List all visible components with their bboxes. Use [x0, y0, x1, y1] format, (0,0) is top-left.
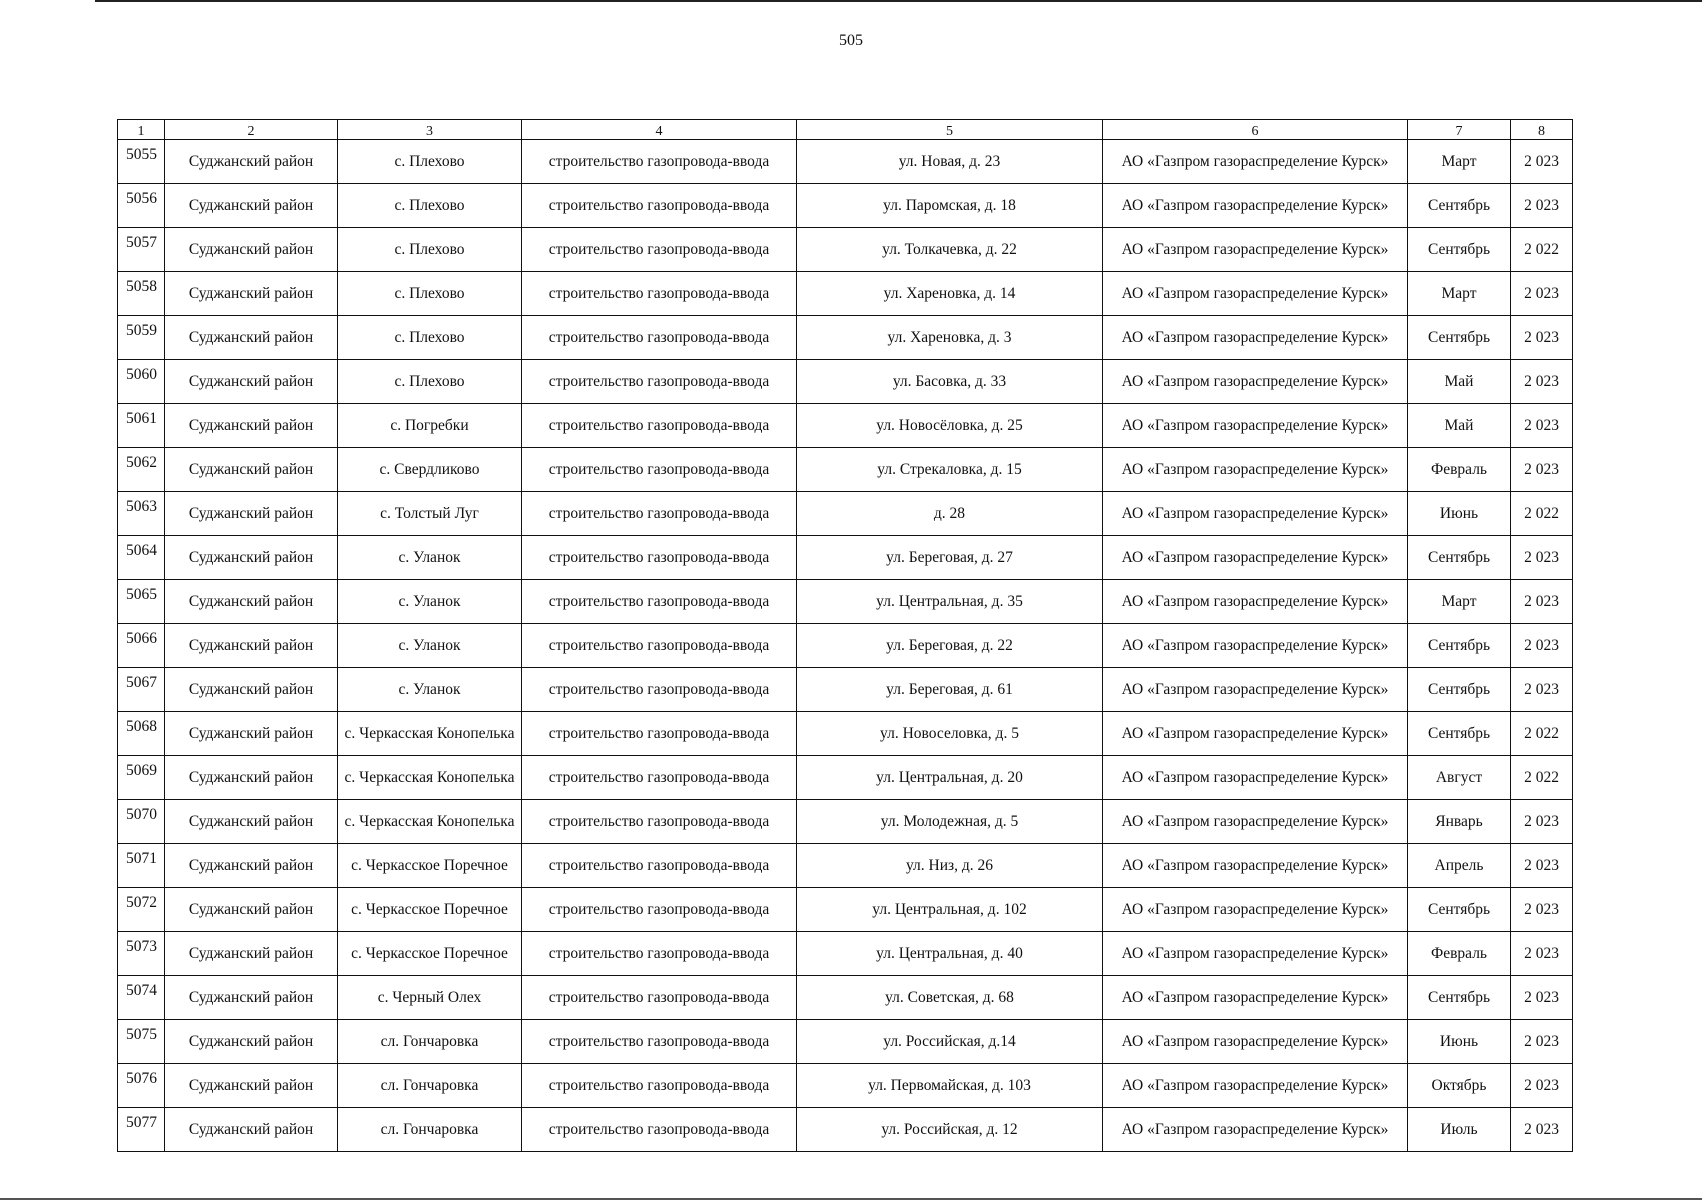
organization-cell: АО «Газпром газораспределение Курск» — [1103, 1108, 1408, 1152]
row-number-cell: 5077 — [118, 1108, 165, 1152]
organization-cell: АО «Газпром газораспределение Курск» — [1103, 272, 1408, 316]
settlement-cell: с. Свердликово — [338, 448, 522, 492]
settlement-cell: с. Плехово — [338, 228, 522, 272]
work-type-cell: строительство газопровода-ввода — [522, 1064, 797, 1108]
settlement-cell: с. Погребки — [338, 404, 522, 448]
column-header: 6 — [1103, 120, 1408, 140]
work-type-cell: строительство газопровода-ввода — [522, 800, 797, 844]
organization-cell: АО «Газпром газораспределение Курск» — [1103, 228, 1408, 272]
month-cell: Февраль — [1408, 932, 1511, 976]
row-number-cell: 5056 — [118, 184, 165, 228]
work-type-cell: строительство газопровода-ввода — [522, 492, 797, 536]
row-number-cell: 5062 — [118, 448, 165, 492]
table-header-row — [118, 120, 1573, 140]
month-cell: Июнь — [1408, 492, 1511, 536]
row-number-cell: 5066 — [118, 624, 165, 668]
month-cell: Сентябрь — [1408, 184, 1511, 228]
table-row — [118, 800, 1573, 844]
work-type-cell: строительство газопровода-ввода — [522, 448, 797, 492]
work-type-cell: строительство газопровода-ввода — [522, 932, 797, 976]
row-number-cell: 5063 — [118, 492, 165, 536]
month-cell: Сентябрь — [1408, 668, 1511, 712]
district-cell: Суджанский район — [165, 184, 338, 228]
year-cell: 2 023 — [1511, 888, 1573, 932]
year-cell: 2 023 — [1511, 360, 1573, 404]
settlement-cell: с. Черкасское Поречное — [338, 844, 522, 888]
table-row — [118, 184, 1573, 228]
organization-cell: АО «Газпром газораспределение Курск» — [1103, 404, 1408, 448]
address-cell: ул. Новосёловка, д. 25 — [797, 404, 1103, 448]
work-type-cell: строительство газопровода-ввода — [522, 140, 797, 184]
work-type-cell: строительство газопровода-ввода — [522, 316, 797, 360]
month-cell: Октябрь — [1408, 1064, 1511, 1108]
column-header: 4 — [522, 120, 797, 140]
district-cell: Суджанский район — [165, 140, 338, 184]
settlement-cell: с. Уланок — [338, 536, 522, 580]
column-header: 3 — [338, 120, 522, 140]
address-cell: ул. Стрекаловка, д. 15 — [797, 448, 1103, 492]
address-cell: ул. Толкачевка, д. 22 — [797, 228, 1103, 272]
settlement-cell: сл. Гончаровка — [338, 1064, 522, 1108]
row-number-cell: 5070 — [118, 800, 165, 844]
settlement-cell: с. Плехово — [338, 360, 522, 404]
year-cell: 2 022 — [1511, 756, 1573, 800]
page-number: 505 — [839, 32, 863, 49]
work-type-cell: строительство газопровода-ввода — [522, 888, 797, 932]
table-row — [118, 492, 1573, 536]
table-row — [118, 140, 1573, 184]
row-number-cell: 5068 — [118, 712, 165, 756]
settlement-cell: с. Черкасское Поречное — [338, 932, 522, 976]
year-cell: 2 022 — [1511, 712, 1573, 756]
organization-cell: АО «Газпром газораспределение Курск» — [1103, 668, 1408, 712]
year-cell: 2 023 — [1511, 184, 1573, 228]
year-cell: 2 023 — [1511, 1064, 1573, 1108]
row-number-cell: 5061 — [118, 404, 165, 448]
organization-cell: АО «Газпром газораспределение Курск» — [1103, 536, 1408, 580]
year-cell: 2 023 — [1511, 1108, 1573, 1152]
district-cell: Суджанский район — [165, 1064, 338, 1108]
address-cell: ул. Центральная, д. 102 — [797, 888, 1103, 932]
settlement-cell: сл. Гончаровка — [338, 1020, 522, 1064]
address-cell: д. 28 — [797, 492, 1103, 536]
settlement-cell: с. Уланок — [338, 624, 522, 668]
column-header: 1 — [118, 120, 165, 140]
district-cell: Суджанский район — [165, 844, 338, 888]
address-cell: ул. Советская, д. 68 — [797, 976, 1103, 1020]
table-row — [118, 1020, 1573, 1064]
row-number-cell: 5057 — [118, 228, 165, 272]
district-cell: Суджанский район — [165, 756, 338, 800]
year-cell: 2 023 — [1511, 536, 1573, 580]
organization-cell: АО «Газпром газораспределение Курск» — [1103, 580, 1408, 624]
month-cell: Март — [1408, 140, 1511, 184]
settlement-cell: с. Уланок — [338, 668, 522, 712]
settlement-cell: с. Черкасская Конопелька — [338, 712, 522, 756]
table-body — [118, 140, 1573, 1152]
row-number-cell: 5075 — [118, 1020, 165, 1064]
month-cell: Сентябрь — [1408, 712, 1511, 756]
year-cell: 2 023 — [1511, 404, 1573, 448]
row-number-cell: 5069 — [118, 756, 165, 800]
organization-cell: АО «Газпром газораспределение Курск» — [1103, 448, 1408, 492]
row-number-cell: 5072 — [118, 888, 165, 932]
year-cell: 2 023 — [1511, 976, 1573, 1020]
address-cell: ул. Центральная, д. 35 — [797, 580, 1103, 624]
table-row — [118, 316, 1573, 360]
address-cell: ул. Центральная, д. 40 — [797, 932, 1103, 976]
address-cell: ул. Новоселовка, д. 5 — [797, 712, 1103, 756]
district-cell: Суджанский район — [165, 1108, 338, 1152]
month-cell: Июль — [1408, 1108, 1511, 1152]
work-type-cell: строительство газопровода-ввода — [522, 1020, 797, 1064]
month-cell: Сентябрь — [1408, 976, 1511, 1020]
district-cell: Суджанский район — [165, 360, 338, 404]
month-cell: Сентябрь — [1408, 228, 1511, 272]
address-cell: ул. Паромская, д. 18 — [797, 184, 1103, 228]
page-top-border — [95, 0, 1702, 2]
column-header: 5 — [797, 120, 1103, 140]
district-cell: Суджанский район — [165, 800, 338, 844]
row-number-cell: 5073 — [118, 932, 165, 976]
settlement-cell: с. Черкасское Поречное — [338, 888, 522, 932]
row-number-cell: 5060 — [118, 360, 165, 404]
row-number-cell: 5065 — [118, 580, 165, 624]
month-cell: Сентябрь — [1408, 536, 1511, 580]
district-cell: Суджанский район — [165, 580, 338, 624]
year-cell: 2 023 — [1511, 448, 1573, 492]
organization-cell: АО «Газпром газораспределение Курск» — [1103, 844, 1408, 888]
table-row — [118, 888, 1573, 932]
table-row — [118, 976, 1573, 1020]
organization-cell: АО «Газпром газораспределение Курск» — [1103, 800, 1408, 844]
month-cell: Сентябрь — [1408, 316, 1511, 360]
address-cell: ул. Российская, д. 12 — [797, 1108, 1103, 1152]
table-row — [118, 624, 1573, 668]
month-cell: Май — [1408, 360, 1511, 404]
organization-cell: АО «Газпром газораспределение Курск» — [1103, 932, 1408, 976]
organization-cell: АО «Газпром газораспределение Курск» — [1103, 492, 1408, 536]
table-row — [118, 932, 1573, 976]
row-number-cell: 5058 — [118, 272, 165, 316]
address-cell: ул. Береговая, д. 61 — [797, 668, 1103, 712]
work-type-cell: строительство газопровода-ввода — [522, 668, 797, 712]
table-row — [118, 580, 1573, 624]
year-cell: 2 022 — [1511, 492, 1573, 536]
row-number-cell: 5059 — [118, 316, 165, 360]
month-cell: Февраль — [1408, 448, 1511, 492]
district-cell: Суджанский район — [165, 668, 338, 712]
organization-cell: АО «Газпром газораспределение Курск» — [1103, 888, 1408, 932]
district-cell: Суджанский район — [165, 536, 338, 580]
table-row — [118, 844, 1573, 888]
gasification-table — [117, 119, 1573, 1152]
work-type-cell: строительство газопровода-ввода — [522, 536, 797, 580]
column-header: 2 — [165, 120, 338, 140]
row-number-cell: 5064 — [118, 536, 165, 580]
address-cell: ул. Низ, д. 26 — [797, 844, 1103, 888]
settlement-cell: с. Черкасская Конопелька — [338, 800, 522, 844]
table-row — [118, 228, 1573, 272]
settlement-cell: сл. Гончаровка — [338, 1108, 522, 1152]
year-cell: 2 023 — [1511, 580, 1573, 624]
work-type-cell: строительство газопровода-ввода — [522, 976, 797, 1020]
table-row — [118, 668, 1573, 712]
settlement-cell: с. Уланок — [338, 580, 522, 624]
work-type-cell: строительство газопровода-ввода — [522, 272, 797, 316]
address-cell: ул. Центральная, д. 20 — [797, 756, 1103, 800]
table-row — [118, 360, 1573, 404]
year-cell: 2 023 — [1511, 932, 1573, 976]
organization-cell: АО «Газпром газораспределение Курск» — [1103, 624, 1408, 668]
month-cell: Март — [1408, 272, 1511, 316]
work-type-cell: строительство газопровода-ввода — [522, 404, 797, 448]
address-cell: ул. Береговая, д. 27 — [797, 536, 1103, 580]
district-cell: Суджанский район — [165, 404, 338, 448]
month-cell: Август — [1408, 756, 1511, 800]
district-cell: Суджанский район — [165, 272, 338, 316]
district-cell: Суджанский район — [165, 448, 338, 492]
table-row — [118, 1108, 1573, 1152]
row-number-cell: 5071 — [118, 844, 165, 888]
address-cell: ул. Басовка, д. 33 — [797, 360, 1103, 404]
month-cell: Сентябрь — [1408, 888, 1511, 932]
organization-cell: АО «Газпром газораспределение Курск» — [1103, 316, 1408, 360]
address-cell: ул. Новая, д. 23 — [797, 140, 1103, 184]
settlement-cell: с. Черный Олех — [338, 976, 522, 1020]
row-number-cell: 5055 — [118, 140, 165, 184]
district-cell: Суджанский район — [165, 888, 338, 932]
year-cell: 2 023 — [1511, 668, 1573, 712]
year-cell: 2 023 — [1511, 844, 1573, 888]
address-cell: ул. Молодежная, д. 5 — [797, 800, 1103, 844]
row-number-cell: 5067 — [118, 668, 165, 712]
settlement-cell: с. Плехово — [338, 316, 522, 360]
settlement-cell: с. Толстый Луг — [338, 492, 522, 536]
table-row — [118, 448, 1573, 492]
work-type-cell: строительство газопровода-ввода — [522, 360, 797, 404]
organization-cell: АО «Газпром газораспределение Курск» — [1103, 712, 1408, 756]
table-row — [118, 1064, 1573, 1108]
address-cell: ул. Первомайская, д. 103 — [797, 1064, 1103, 1108]
settlement-cell: с. Плехово — [338, 184, 522, 228]
district-cell: Суджанский район — [165, 1020, 338, 1064]
district-cell: Суджанский район — [165, 624, 338, 668]
organization-cell: АО «Газпром газораспределение Курск» — [1103, 184, 1408, 228]
address-cell: ул. Хареновка, д. 14 — [797, 272, 1103, 316]
work-type-cell: строительство газопровода-ввода — [522, 580, 797, 624]
work-type-cell: строительство газопровода-ввода — [522, 184, 797, 228]
month-cell: Март — [1408, 580, 1511, 624]
district-cell: Суджанский район — [165, 712, 338, 756]
work-type-cell: строительство газопровода-ввода — [522, 228, 797, 272]
organization-cell: АО «Газпром газораспределение Курск» — [1103, 360, 1408, 404]
year-cell: 2 022 — [1511, 228, 1573, 272]
month-cell: Июнь — [1408, 1020, 1511, 1064]
work-type-cell: строительство газопровода-ввода — [522, 712, 797, 756]
row-number-cell: 5076 — [118, 1064, 165, 1108]
row-number-cell: 5074 — [118, 976, 165, 1020]
year-cell: 2 023 — [1511, 316, 1573, 360]
work-type-cell: строительство газопровода-ввода — [522, 756, 797, 800]
table-row — [118, 536, 1573, 580]
organization-cell: АО «Газпром газораспределение Курск» — [1103, 756, 1408, 800]
month-cell: Апрель — [1408, 844, 1511, 888]
settlement-cell: с. Плехово — [338, 272, 522, 316]
district-cell: Суджанский район — [165, 228, 338, 272]
work-type-cell: строительство газопровода-ввода — [522, 844, 797, 888]
year-cell: 2 023 — [1511, 800, 1573, 844]
organization-cell: АО «Газпром газораспределение Курск» — [1103, 976, 1408, 1020]
month-cell: Январь — [1408, 800, 1511, 844]
district-cell: Суджанский район — [165, 492, 338, 536]
column-header: 7 — [1408, 120, 1511, 140]
table-row — [118, 404, 1573, 448]
year-cell: 2 023 — [1511, 624, 1573, 668]
work-type-cell: строительство газопровода-ввода — [522, 624, 797, 668]
district-cell: Суджанский район — [165, 316, 338, 360]
address-cell: ул. Российская, д.14 — [797, 1020, 1103, 1064]
organization-cell: АО «Газпром газораспределение Курск» — [1103, 1064, 1408, 1108]
organization-cell: АО «Газпром газораспределение Курск» — [1103, 1020, 1408, 1064]
year-cell: 2 023 — [1511, 140, 1573, 184]
address-cell: ул. Хареновка, д. 3 — [797, 316, 1103, 360]
settlement-cell: с. Плехово — [338, 140, 522, 184]
district-cell: Суджанский район — [165, 976, 338, 1020]
year-cell: 2 023 — [1511, 272, 1573, 316]
year-cell: 2 023 — [1511, 1020, 1573, 1064]
table-row — [118, 272, 1573, 316]
work-type-cell: строительство газопровода-ввода — [522, 1108, 797, 1152]
table-row — [118, 756, 1573, 800]
table-row — [118, 712, 1573, 756]
district-cell: Суджанский район — [165, 932, 338, 976]
address-cell: ул. Береговая, д. 22 — [797, 624, 1103, 668]
month-cell: Сентябрь — [1408, 624, 1511, 668]
column-header: 8 — [1511, 120, 1573, 140]
settlement-cell: с. Черкасская Конопелька — [338, 756, 522, 800]
month-cell: Май — [1408, 404, 1511, 448]
organization-cell: АО «Газпром газораспределение Курск» — [1103, 140, 1408, 184]
